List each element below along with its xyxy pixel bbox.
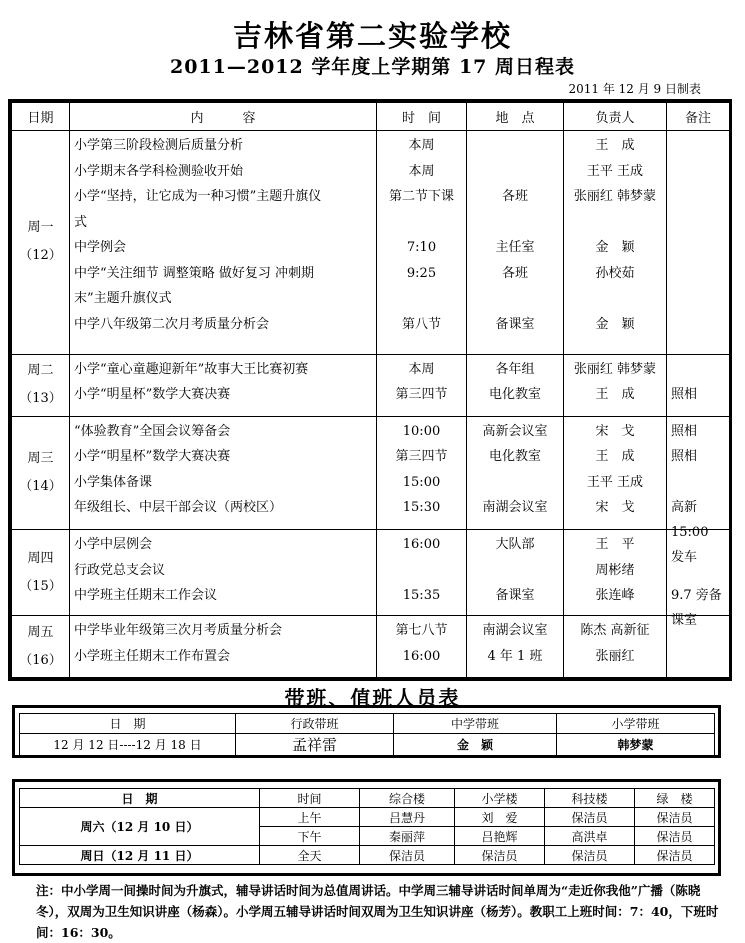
day-number: （15）	[19, 578, 62, 594]
note-cell	[667, 131, 730, 355]
event-person: 王 成	[595, 387, 635, 403]
event-note	[671, 235, 725, 261]
person-cell	[564, 131, 667, 355]
event-place: 南湖会议室	[482, 500, 548, 516]
event-note	[671, 470, 725, 496]
event-person: 张连峰	[595, 588, 635, 604]
event-text: 中学毕业年级第三次月考质量分析会	[74, 623, 283, 639]
place-cell	[467, 354, 564, 416]
event-time: 第七八节	[395, 623, 448, 639]
event-text: 小学“坚持，让它成为一种习惯”主题升旗仪	[74, 189, 322, 204]
floor-cell: 保洁员	[545, 846, 635, 865]
event-place: 南湖会议室	[482, 623, 548, 639]
event-time: 15:35	[402, 588, 441, 604]
person-cell	[564, 416, 667, 530]
event-place: 各班	[501, 189, 528, 204]
event-text: 末”主题升旗仪式	[74, 291, 172, 306]
duty-title: 带班、值班人员表	[284, 686, 461, 710]
event-time: 第三四节	[395, 449, 448, 465]
event-place: 备课室	[495, 316, 535, 332]
event-text: 小学“童心童趣迎新年”故事大王比赛初赛	[74, 361, 309, 377]
event-text: 中学例会	[74, 240, 127, 255]
event-time: 15:30	[402, 500, 441, 516]
event-time: 第八节	[401, 316, 441, 332]
content-cell	[70, 131, 377, 355]
event-note	[671, 159, 725, 185]
event-note	[671, 261, 725, 312]
floor-cell: 下午	[260, 827, 360, 846]
made-date: 2011 年 12 月 9 日制表	[568, 82, 701, 96]
place-cell	[467, 416, 564, 530]
schedule-subtitle: 2011—2012 学年度上学期第 17 周日程表	[169, 56, 576, 78]
event-time	[381, 558, 462, 584]
duty-header-admin: 行政带班	[236, 714, 394, 734]
event-person: 周彬绪	[595, 562, 635, 578]
event-text: 式	[74, 214, 88, 230]
duty-header-date: 日 期	[20, 714, 236, 734]
event-note: 9.7 旁备课室	[671, 588, 722, 629]
event-text: 行政党总支会议	[74, 562, 166, 578]
event-place: 各班	[501, 265, 528, 281]
schedule-day-row	[12, 416, 730, 530]
day-cell	[12, 354, 70, 416]
col-header-date: 日期	[12, 103, 70, 131]
col-header-content: 内 容	[70, 103, 377, 131]
event-place: 4 年 1 班	[487, 648, 543, 664]
floor-cell: 保洁员	[545, 808, 635, 827]
event-text: 小学中层例会	[74, 537, 153, 553]
duty-date-range: 12 月 12 日----12 月 18 日	[20, 734, 236, 756]
time-cell	[377, 530, 467, 616]
duty-header-row	[20, 714, 715, 734]
event-time: 本周	[408, 361, 435, 377]
event-place: 各年组	[495, 361, 535, 377]
event-time: 16:00	[402, 537, 441, 553]
duty-primary: 韩梦蒙	[557, 734, 715, 756]
event-text: 年级组长、中层干部会议（两校区）	[74, 500, 283, 516]
col-header-time: 时 间	[377, 103, 467, 131]
schedule-table	[11, 102, 730, 678]
time-cell	[377, 131, 467, 355]
floor-cell: 上午	[260, 808, 360, 827]
event-place: 大队部	[495, 537, 535, 553]
floor-cell: 刘 爱	[455, 808, 545, 827]
floor-header-green: 绿 楼	[635, 789, 715, 808]
floor-header-row	[20, 789, 715, 808]
floor-cell: 高洪卓	[545, 827, 635, 846]
day-name: 周五	[27, 624, 54, 640]
time-cell	[377, 616, 467, 678]
event-text: 小学“明星杯”数学大赛决赛	[74, 449, 231, 465]
content-cell	[70, 416, 377, 530]
event-text: 小学班主任期末工作布置会	[74, 648, 231, 664]
event-time: 9:25	[406, 265, 437, 281]
schedule-day-row	[12, 530, 730, 616]
event-note	[671, 184, 725, 235]
day-cell	[12, 416, 70, 530]
floor-cell: 保洁员	[360, 846, 455, 865]
person-cell	[564, 616, 667, 678]
day-number: （16）	[19, 652, 62, 668]
floor-row-sun	[20, 846, 715, 865]
event-text: 中学班主任期末工作会议	[74, 588, 218, 604]
duty-table	[19, 713, 715, 756]
event-place: 备课室	[495, 588, 535, 604]
floor-header-date: 日 期	[20, 789, 260, 808]
schedule-day-row	[12, 616, 730, 678]
floor-cell: 保洁员	[455, 846, 545, 865]
event-place	[471, 159, 559, 185]
event-person: 王 成	[595, 138, 635, 153]
day-cell	[12, 131, 70, 355]
school-title: 吉林省第二实验学校	[232, 19, 512, 53]
schedule-table-frame	[8, 99, 732, 681]
floor-cell: 保洁员	[635, 827, 715, 846]
floor-header-tech: 科技楼	[545, 789, 635, 808]
col-header-person: 负责人	[564, 103, 667, 131]
event-note	[671, 357, 725, 383]
floor-table	[19, 788, 715, 865]
event-text: 中学八年级第二次月考质量分析会	[74, 316, 270, 332]
floor-cell: 保洁员	[635, 808, 715, 827]
event-text: 小学“明星杯”数学大赛决赛	[74, 387, 231, 403]
event-person: 王 平	[595, 537, 635, 553]
floor-sat-date: 周六（12 月 10 日）	[20, 808, 260, 846]
event-person: 张丽红 韩梦蒙	[573, 189, 657, 204]
event-text: 小学第三阶段检测后质量分析	[74, 138, 244, 153]
event-text: “体验教育”全国会议筹备会	[74, 423, 231, 439]
person-cell	[564, 530, 667, 616]
event-text: 小学期末各学科检测验收开始	[74, 163, 244, 179]
floor-cell: 保洁员	[635, 846, 715, 865]
event-note: 照相	[671, 387, 698, 403]
day-number: （13）	[19, 391, 62, 407]
floor-header-complex: 综合楼	[360, 789, 455, 808]
event-time: 15:00	[402, 474, 441, 490]
event-time: 本周	[408, 138, 435, 153]
place-cell	[467, 616, 564, 678]
event-person: 宋 戈	[595, 423, 635, 439]
time-cell	[377, 416, 467, 530]
event-person: 张丽红 韩梦蒙	[573, 361, 657, 377]
note-cell	[667, 354, 730, 416]
event-place: 电化教室	[488, 387, 541, 403]
day-cell	[12, 530, 70, 616]
floor-sun-date: 周日（12 月 11 日）	[20, 846, 260, 865]
event-place	[471, 133, 559, 159]
event-text: 小学集体备课	[74, 474, 153, 490]
event-place: 高新会议室	[482, 423, 548, 439]
note-cell	[667, 416, 730, 566]
event-place	[471, 558, 559, 584]
footer-note: 注：中小学周一间操时间为升旗式，辅导讲话时间为总值周讲话。中学周三辅导讲话时间单周为“走近你我他”广播（陈晓冬），双周为卫生知识讲座（杨森）。小学周五辅导讲话时间双周为卫生知识讲座（杨芳）。教职工上班时间：7：40，下班时间：16：30。	[36, 883, 719, 940]
day-number: （12）	[19, 248, 62, 264]
floor-cell: 秦丽萍	[360, 827, 455, 846]
day-number: （14）	[19, 478, 62, 494]
event-time: 7:10	[406, 240, 437, 255]
schedule-day-row	[12, 131, 730, 355]
col-header-note: 备注	[667, 103, 730, 131]
event-person: 金 颖	[595, 316, 635, 332]
event-time: 16:00	[402, 648, 441, 664]
event-note	[671, 133, 725, 159]
event-person: 金 颖	[595, 240, 635, 255]
duty-middle: 金 颖	[394, 734, 557, 756]
day-name: 周四	[27, 550, 54, 566]
place-cell	[467, 131, 564, 355]
content-cell	[70, 354, 377, 416]
schedule-day-row	[12, 354, 730, 416]
day-name: 周二	[27, 363, 54, 379]
event-note	[671, 312, 725, 338]
duty-admin: 孟祥雷	[236, 734, 394, 756]
duty-value-row	[20, 734, 715, 756]
event-person: 王 成	[595, 449, 635, 465]
floor-cell: 吕艳辉	[455, 827, 545, 846]
content-cell	[70, 530, 377, 616]
floor-cell: 全天	[260, 846, 360, 865]
event-place: 主任室	[495, 240, 535, 255]
day-name: 周一	[27, 220, 54, 236]
event-place: 电化教室	[488, 449, 541, 465]
event-text: 中学“关注细节 调整策略 做好复习 冲刺期	[74, 265, 315, 281]
day-cell	[12, 616, 70, 678]
duty-header-primary: 小学带班	[557, 714, 715, 734]
event-note	[671, 644, 725, 670]
floor-header-time: 时间	[260, 789, 360, 808]
event-note: 照相	[671, 449, 698, 465]
floor-table-frame	[12, 779, 721, 876]
person-cell	[564, 354, 667, 416]
event-place	[471, 470, 559, 496]
event-time: 第二节下课	[388, 189, 454, 204]
event-person: 王平 王成	[586, 474, 644, 490]
content-cell	[70, 616, 377, 678]
event-person: 陈杰 高新征	[580, 623, 650, 639]
place-cell	[467, 530, 564, 616]
event-person: 宋 戈	[595, 500, 635, 516]
event-person: 孙校茹	[595, 265, 635, 281]
day-name: 周三	[27, 450, 54, 466]
event-time: 第三四节	[395, 387, 448, 403]
floor-cell: 吕慧丹	[360, 808, 455, 827]
floor-row-sat-am	[20, 808, 715, 827]
duty-header-middle: 中学带班	[394, 714, 557, 734]
event-time: 本周	[408, 163, 435, 179]
event-person: 王平 王成	[586, 163, 644, 179]
floor-header-primary: 小学楼	[455, 789, 545, 808]
time-cell	[377, 354, 467, 416]
event-note: 高新 15:00 发车	[671, 500, 709, 566]
schedule-header-row	[12, 103, 730, 131]
event-person: 张丽红	[595, 648, 635, 664]
event-time: 10:00	[402, 423, 441, 439]
duty-table-frame	[12, 705, 721, 758]
col-header-place: 地 点	[467, 103, 564, 131]
event-note: 照相	[671, 423, 698, 439]
